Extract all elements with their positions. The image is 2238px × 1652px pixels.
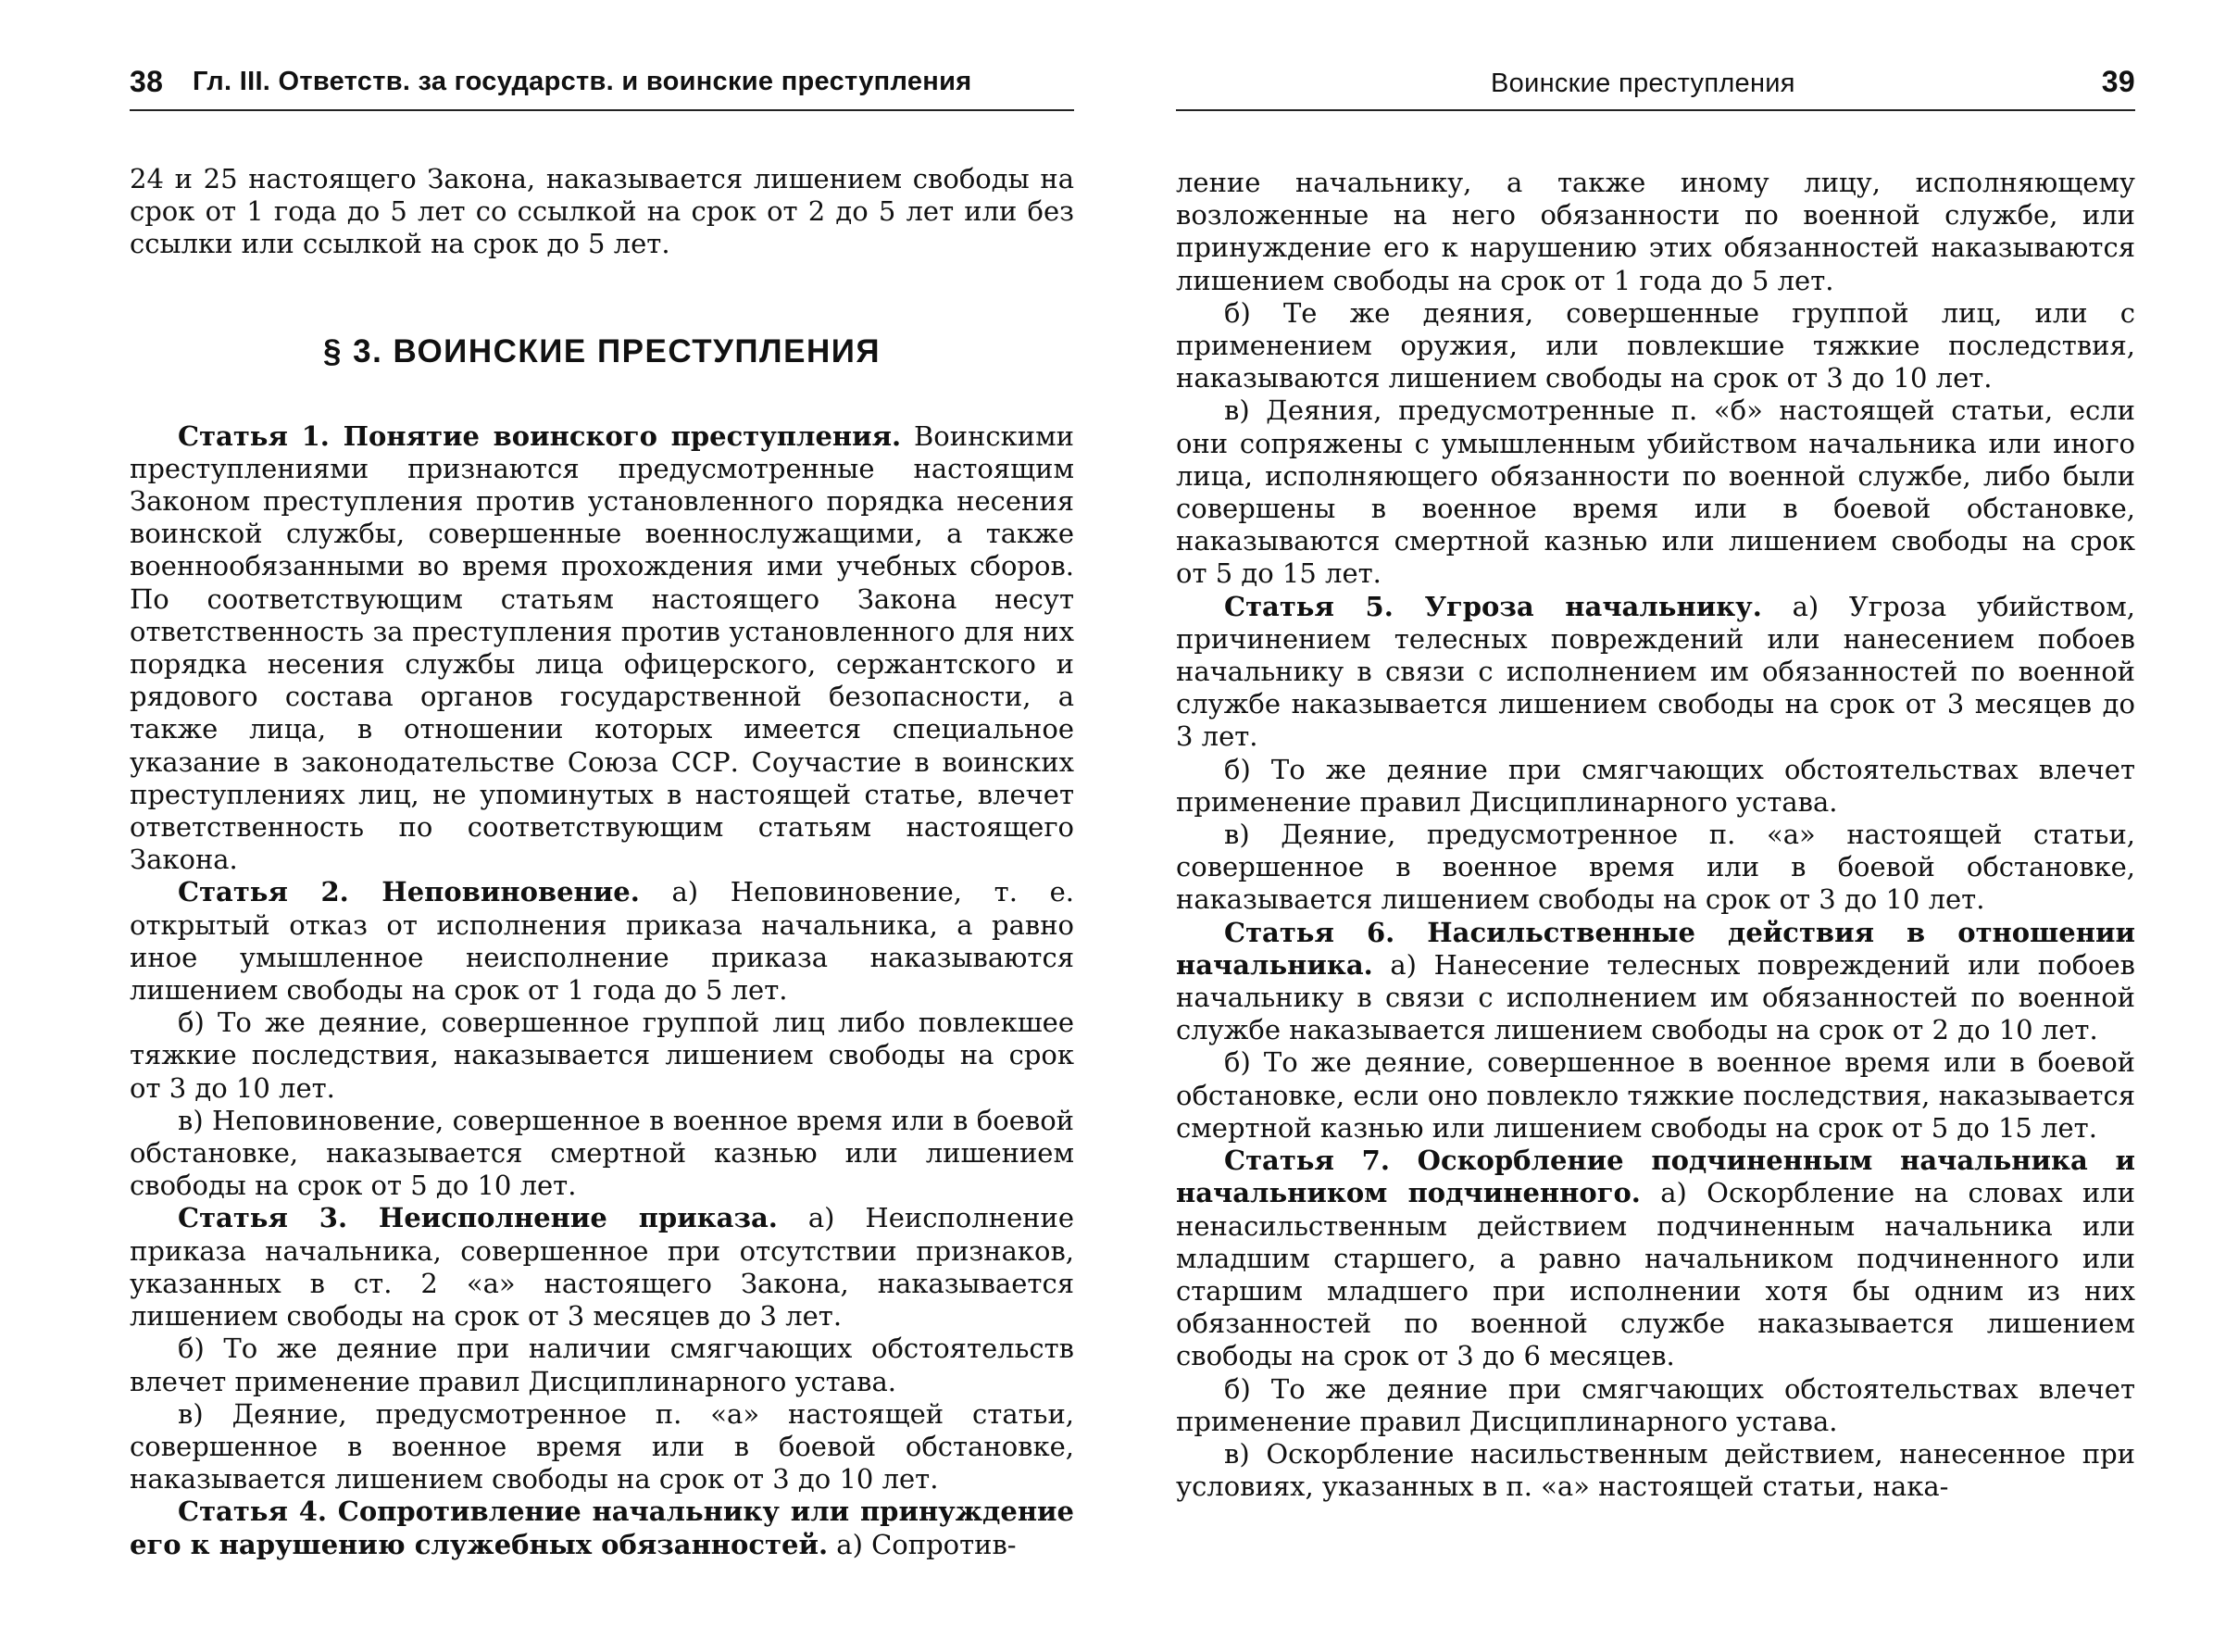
page-number-left: 38 (130, 65, 164, 98)
article-6-a-text: а) Нанесение телесных повреждений или побоев начальнику в связи с исполнением им обязанностей по военной службе наказывается лишением свободы на срок от 2 до 10 лет. (1176, 948, 2135, 1046)
header-rule-right (1176, 109, 2135, 111)
article-5-a-text: а) Угроза убийством, причинением телесных повреждений или нанесением побоев начальнику в связи с исполнением им обязанностей по военной службе наказывается лишением свободы на срок от 3 месяцев до 3 лет. (1176, 590, 2135, 753)
right-page (1176, 0, 2135, 1652)
left-page (130, 0, 1074, 1652)
article-4-title: Статья 4. Сопротивление начальнику или принуждение его к нарушению служебных обязанностей. (130, 1496, 1074, 1560)
intro-paragraph: 24 и 25 настоящего Закона, наказывается лишением свободы на срок от 1 года до 5 лет со ссылкой на срок от 2 до 5 лет или без ссылки или ссылкой на срок до 5 лет. (130, 163, 1074, 260)
article-4-b: б) Те же деяния, совершенные группой лиц, или с применением оружия, или повлекшие тяжкие последствия, наказываются лишением свободы на срок от 3 до 10 лет. (1176, 296, 2135, 394)
article-5-c: в) Деяние, предусмотренное п. «а» настоящей статьи, совершенное в военное время или в боевой обстановке, наказывается лишением свободы на срок от 3 до 10 лет. (1176, 819, 2135, 916)
left-page-body (130, 163, 1074, 1561)
article-1-title: Статья 1. Понятие воинского преступления. (178, 419, 902, 452)
article-7-title: Статья 7. Оскорбление подчиненным начальника и начальником подчиненного. (1176, 1145, 2135, 1209)
article-2-b: б) То же деяние, совершенное группой лиц либо повлекшее тяжкие последствия, наказывается лишением свободы на срок от 3 до 10 лет. (130, 1007, 1074, 1104)
article-1 (130, 420, 1074, 877)
article-6-title: Статья 6. Насильственные действия в отношении начальника. (1176, 916, 2135, 981)
running-title-right: Воинские преступления (1491, 69, 1795, 98)
article-2-c: в) Неповиновение, совершенное в военное время или в боевой обстановке, наказывается смертной казнью или лишением свободы на срок от 5 до 10 лет. (130, 1104, 1074, 1202)
article-5-title: Статья 5. Угроза начальнику. (1224, 590, 1762, 622)
article-3-a (130, 1202, 1074, 1333)
article-4-c: в) Деяния, предусмотренные п. «б» настоящей статьи, если они сопряжены с умышленным убийством начальника или иного лица, исполняющего обязанности по военной службе, либо были совершены в военное время или в боевой обстановке, наказываются смертной казнью или лишением свободы на срок от 5 до 15 лет. (1176, 394, 2135, 590)
article-3-b: б) То же деяние при наличии смягчающих обстоятельств влечет применение правил Дисциплинарного устава. (130, 1333, 1074, 1397)
article-1-text: Воинскими преступлениями признаются предусмотренные настоящим Законом преступления против установленного порядка несения воинской службы, совершенные военнослужащими, а также военнообязанными во время прохождения ими учебных сборов. По соответствующим статьям настоящего Закона несут ответственность за преступления против установленного для них порядка несения службы лица офицерского, сержантского и рядового состава органов государственной безопасности, а также лица, в отношении которых имеется специальное указание в законодательстве Союза ССР. Соучастие в воинских преступлениях лиц, не упоминутых в настоящей статье, влечет ответственность по соответствующим статьям настоящего Закона. (130, 419, 1074, 876)
article-6-a (1176, 917, 2135, 1047)
article-4-continuation: ление начальнику, а также иному лицу, исполняющему возложенные на него обязанности по военной службе, или принуждение его к нарушению этих обязанностей наказываются лишением свободы на срок от 1 года до 5 лет. (1176, 167, 2135, 296)
right-page-body (1176, 167, 2135, 1503)
article-2-a-text: а) Неповиновение, т. е. открытый отказ от исполнения приказа начальника, а равно иное умышленное неисполнение приказа наказываются лишением свободы на срок от 1 года до 5 лет. (130, 876, 1074, 1007)
article-2-a (130, 876, 1074, 1007)
header-rule-left (130, 109, 1074, 111)
article-7-b: б) То же деяние при смягчающих обстоятельствах влечет применение правил Дисциплинарного устава. (1176, 1372, 2135, 1437)
article-2-title: Статья 2. Неповиновение. (178, 876, 640, 908)
section-heading: § 3. ВОИНСКИЕ ПРЕСТУПЛЕНИЯ (322, 332, 881, 369)
running-title-left: Гл. III. Ответств. за государств. и воинские преступления (193, 67, 972, 96)
article-7-a (1176, 1145, 2135, 1372)
article-3-c: в) Деяние, предусмотренное п. «а» настоящей статьи, совершенное в военное время или в боевой обстановке, наказывается лишением свободы на срок от 3 до 10 лет. (130, 1397, 1074, 1496)
article-7-a-text: а) Оскорбление на словах или ненасильственным действием подчиненным начальника или младшим старшего, а равно начальником подчиненного или старшим младшего при исполнении хотя бы одним из них обязанностей по военной службе наказывается лишением свободы на срок от 3 до 6 месяцев. (1176, 1177, 2135, 1372)
running-header-right (1176, 65, 2135, 111)
article-3-a-text: а) Неисполнение приказа начальника, совершенное при отсутствии признаков, указанных в ст. 2 «а» настоящего Закона, наказывается лишением свободы на срок от 3 месяцев до 3 лет. (130, 1202, 1074, 1333)
article-4-a (130, 1496, 1074, 1560)
article-5-a (1176, 591, 2135, 754)
article-5-b: б) То же деяние при смягчающих обстоятельствах влечет применение правил Дисциплинарного устава. (1176, 753, 2135, 818)
running-header-left (130, 65, 1074, 111)
article-7-c: в) Оскорбление насильственным действием, нанесенное при условиях, указанных в п. «а» настоящей статьи, нака- (1176, 1437, 2135, 1503)
article-6-b: б) То же деяние, совершенное в военное время или в боевой обстановке, если оно повлекло тяжкие последствия, наказывается смертной казнью или лишением свободы на срок от 5 до 15 лет. (1176, 1046, 2135, 1144)
article-3-title: Статья 3. Неисполнение приказа. (178, 1202, 778, 1234)
article-4-a-text: а) Сопротив- (828, 1528, 1017, 1560)
page-number-right: 39 (2101, 65, 2135, 98)
